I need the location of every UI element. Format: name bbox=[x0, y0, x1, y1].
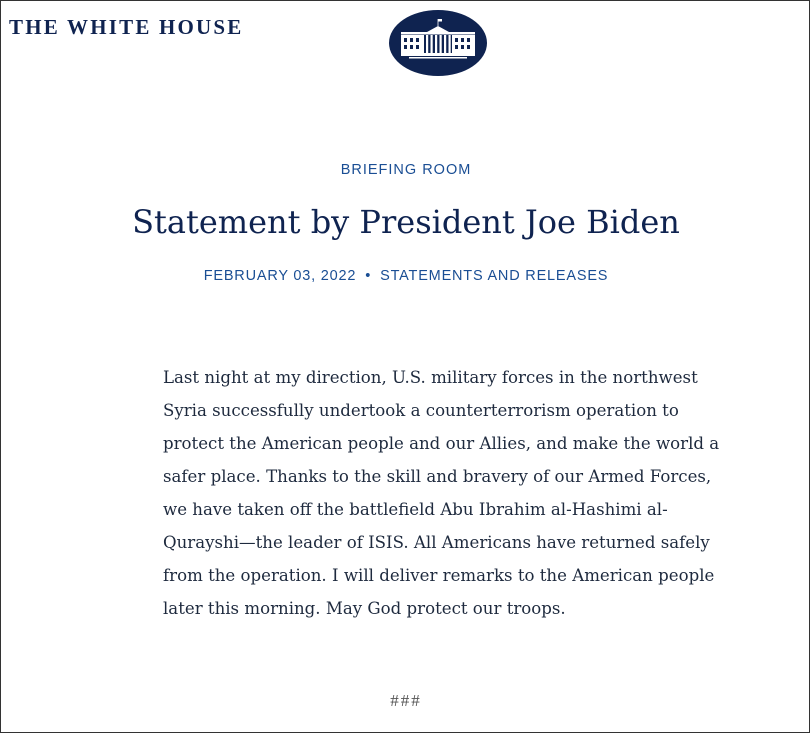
white-house-seal-icon[interactable] bbox=[389, 10, 487, 76]
page-title: Statement by President Joe Biden bbox=[132, 203, 680, 241]
meta-separator: • bbox=[365, 268, 372, 284]
article-meta bbox=[1, 268, 810, 284]
site-name-link[interactable]: THE WHITE HOUSE bbox=[9, 15, 244, 39]
end-mark: ### bbox=[390, 691, 422, 710]
publish-date: FEBRUARY 03, 2022 bbox=[203, 268, 357, 284]
article-body: Last night at my direction, U.S. military forces in the northwest Syria successfully undertook a counterterrorism operation to protect the American people and our Allies, and make the world a safer place. Thanks to the skill and bravery of our Armed Forces, we have taken off the battlefield Abu Ibrahim al-Hashimi al-Qurayshi—the leader of ISIS. All Americans have returned safely from the operation. I will deliver remarks to the American people later this morning. May God protect our troops. bbox=[163, 368, 720, 618]
section-label[interactable]: BRIEFING ROOM bbox=[340, 162, 472, 178]
category-link[interactable]: STATEMENTS AND RELEASES bbox=[380, 268, 609, 284]
